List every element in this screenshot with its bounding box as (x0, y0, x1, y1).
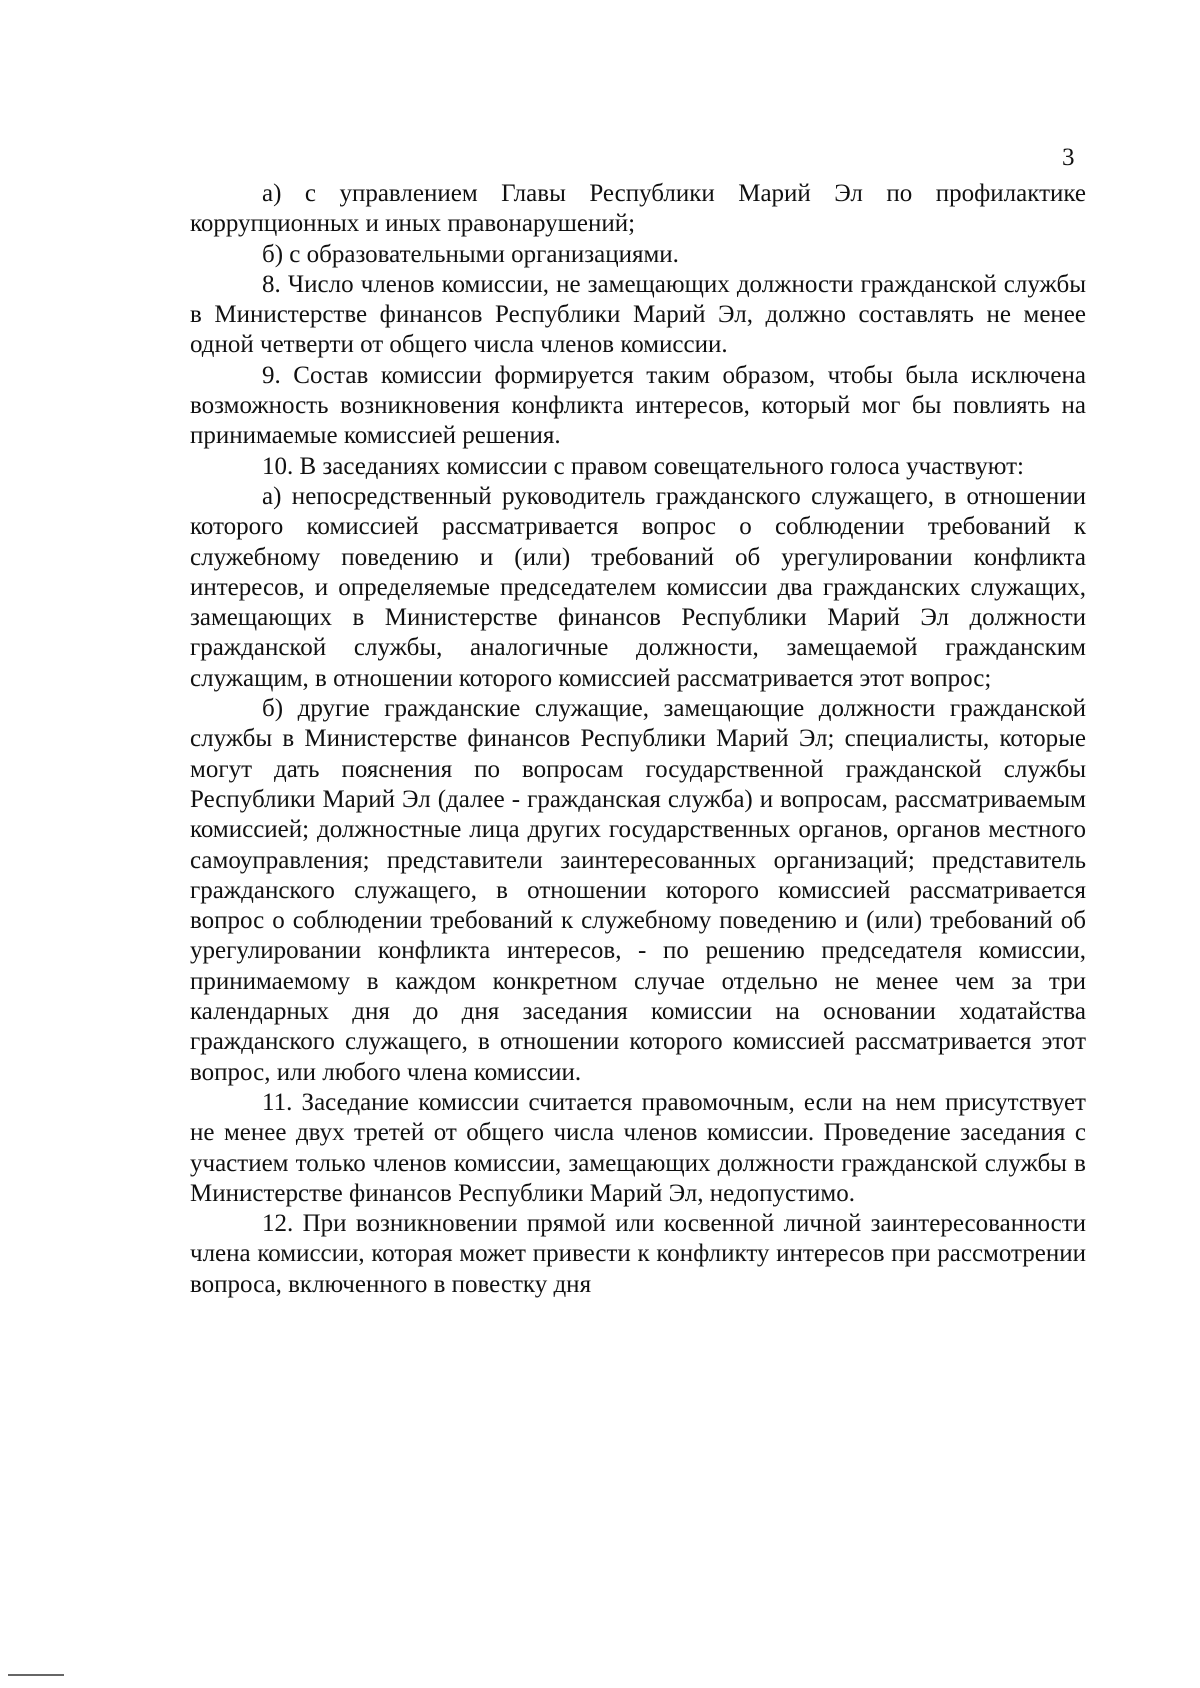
document-body (190, 179, 1086, 1300)
scan-edge-mark (8, 1674, 64, 1676)
paragraph-9-composition: 9. Состав комиссии формируется таким образом, чтобы была исключена возможность возникновения конфликта интересов, который мог бы повлиять на принимаемые комиссией решения. (190, 361, 1086, 450)
paragraph-item-b-education: б) с образовательными организациями. (262, 240, 679, 268)
paragraph-item-a-regional-office: а) с управлением Главы Республики Марий Эл по профилактике коррупционных и иных правонарушений; (190, 180, 1086, 238)
paragraph-11-quorum: 11. Заседание комиссии считается правомочным, если на нем присутствует не менее двух третей от общего числа членов комиссии. Проведение заседания с участием только членов комиссии, замещающих должности гражданской службы в Министерстве финансов Республики Марий Эл, недопустимо. (190, 1088, 1086, 1207)
paragraph-10-advisory-participants: 10. В заседаниях комиссии с правом совещательного голоса участвуют: (262, 452, 1024, 480)
paragraph-8-members-count: 8. Число членов комиссии, не замещающих должности гражданской службы в Министерстве финансов Республики Марий Эл, должно составлять не менее одной четверти от общего числа членов комиссии. (190, 270, 1086, 359)
page-number: 3 (1062, 144, 1075, 171)
paragraph-10a-supervisor: а) непосредственный руководитель гражданского служащего, в отношении которого комиссией рассматривается вопрос о соблюдении требований к служебному поведению и (или) требований об урегулировании конфликта интересов, и определяемые председателем комиссии два гражданских служащих, замещающих в Министерстве финансов Республики Марий Эл должности гражданской службы, аналогичные должности, замещаемой гражданским служащим, в отношении которого комиссией рассматривается этот вопрос; (190, 482, 1086, 692)
paragraph-10b-other-participants: б) другие гражданские служащие, замещающие должности гражданской службы в Министерстве финансов Республики Марий Эл; специалисты, которые могут дать пояснения по вопросам государственной гражданской службы Республики Марий Эл (далее - гражданская служба) и вопросам, рассматриваемым комиссией; должностные лица других государственных органов, органов местного самоуправления; представители заинтересованных организаций; представитель гражданского служащего, в отношении которого комиссией рассматривается вопрос о соблюдении требований к служебному поведению и (или) требований об урегулировании конфликта интересов, - по решению председателя комиссии, принимаемому в каждом конкретном случае отдельно не менее чем за три календарных дня до дня заседания комиссии на основании ходатайства гражданского служащего, в отношении которого комиссией рассматривается этот вопрос, или любого члена комиссии. (190, 695, 1086, 1086)
paragraph-12-conflict-of-interest: 12. При возникновении прямой или косвенной личной заинтересованности члена комиссии, которая может привести к конфликту интересов при рассмотрении вопроса, включенного в повестку дня (190, 1210, 1086, 1298)
